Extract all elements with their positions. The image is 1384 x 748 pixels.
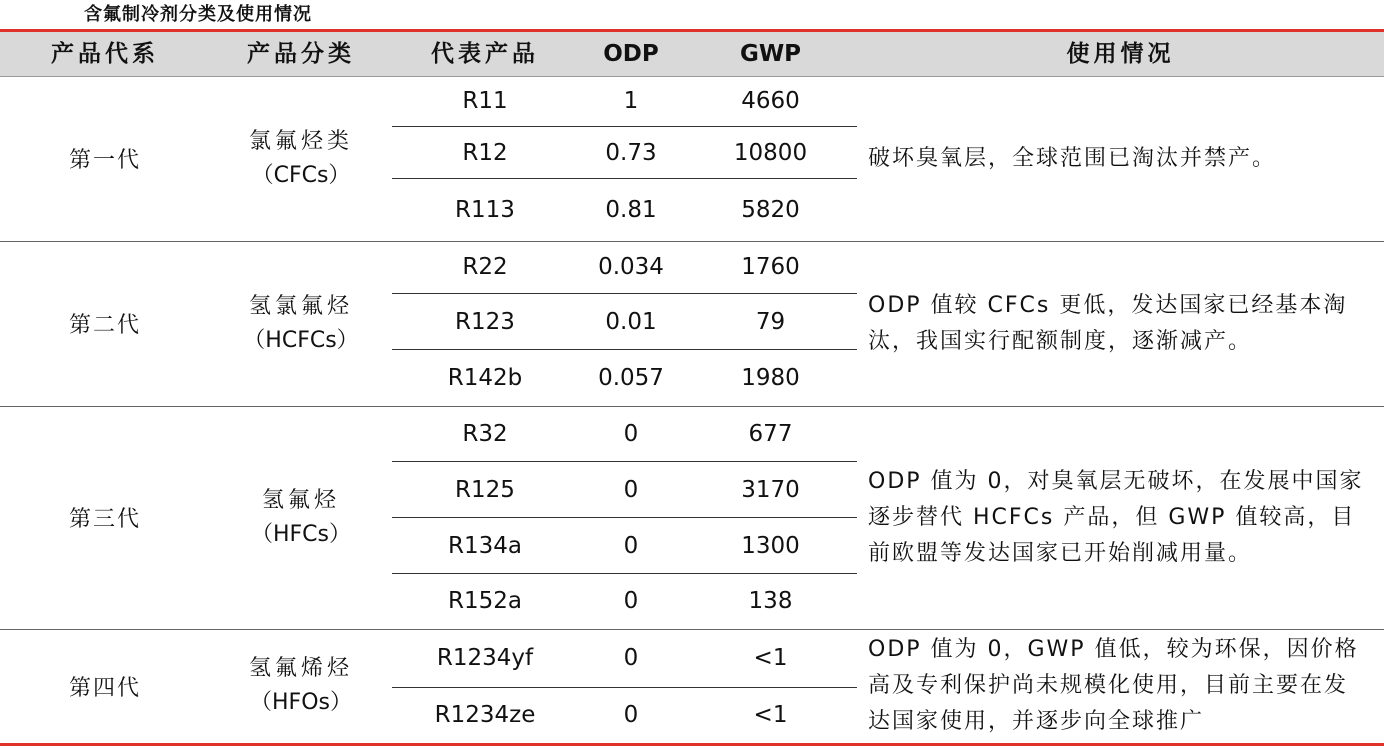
gwp-cell: 1760 — [741, 254, 800, 280]
odp-cell: 0 — [623, 588, 639, 614]
gwp-cell: <1 — [753, 645, 788, 671]
row-divider — [392, 517, 857, 518]
usage-cell: ODP 值为 0，对臭氧层无破坏，在发展中国家逐步替代 HCFCs 产品，但 GWP 值较高，目前欧盟等发达国家已开始削减用量。 — [868, 468, 1364, 566]
usage-cell: ODP 值较 CFCs 更低，发达国家已经基本淘汰，我国实行配额制度，逐渐减产。 — [868, 292, 1348, 354]
table-row — [392, 518, 857, 574]
odp-cell: 0 — [623, 477, 639, 503]
category-name: 氢氟烯烃 — [248, 656, 353, 681]
generation-cell: 第一代 — [68, 148, 141, 173]
category-cell — [210, 241, 392, 406]
odp-cell: 0.034 — [598, 254, 664, 280]
category-name: 氢氟烃 — [261, 487, 340, 513]
table-row — [392, 76, 857, 127]
odp-cell: 0.01 — [605, 309, 657, 335]
table-row — [392, 127, 857, 179]
odp-cell: 0 — [623, 645, 639, 671]
odp-cell: 0 — [623, 702, 639, 728]
header-odp: ODP — [603, 41, 659, 67]
usage-cell: 破坏臭氧层，全球范围已淘汰并禁产。 — [868, 145, 1277, 171]
header-category: 产品分类 — [247, 40, 355, 67]
gwp-cell: 677 — [748, 421, 793, 447]
gwp-cell: 79 — [755, 309, 786, 335]
gwp-cell: 138 — [748, 588, 793, 614]
header-product: 代表产品 — [431, 40, 539, 67]
product-cell: R123 — [455, 309, 515, 335]
table-row — [392, 462, 857, 518]
odp-cell: 0 — [623, 533, 639, 559]
product-cell: R1234ze — [434, 702, 536, 728]
category-name: 氢氯氟烃 — [248, 293, 353, 319]
category-abbr: （HFCs） — [250, 521, 352, 547]
table-row — [392, 179, 857, 241]
product-cell: R125 — [455, 477, 515, 503]
row-divider — [392, 461, 857, 462]
category-abbr: （HCFCs） — [243, 327, 359, 353]
table-row — [392, 688, 857, 743]
row-divider — [392, 573, 857, 574]
generation-cell: 第二代 — [68, 313, 141, 338]
category-name: 氯氟烃类 — [248, 128, 353, 154]
table-row — [392, 406, 857, 462]
gwp-cell: 3170 — [741, 477, 800, 503]
usage-cell: ODP 值为 0，GWP 值低，较为环保，因价格高及专利保护尚未规模化使用，目前主要在发达国家使用，并逐步向全球推广 — [868, 637, 1359, 734]
header-generation: 产品代系 — [51, 40, 159, 67]
product-cell: R113 — [455, 197, 515, 223]
odp-cell: 0.057 — [598, 365, 664, 391]
table-header — [0, 32, 1384, 77]
category-abbr: （CFCs） — [251, 162, 351, 188]
gwp-cell: <1 — [753, 702, 788, 728]
category-abbr: （HFOs） — [250, 690, 352, 715]
header-usage: 使用情况 — [1066, 40, 1175, 67]
odp-cell: 0 — [623, 421, 639, 447]
row-divider — [392, 687, 857, 688]
odp-cell: 0.73 — [605, 140, 657, 166]
table-caption: 含氟制冷剂分类及使用情况 — [84, 4, 312, 25]
table-row — [392, 241, 857, 294]
table-row — [392, 294, 857, 350]
table-row — [392, 350, 857, 406]
product-cell: R134a — [448, 533, 522, 559]
product-cell: R11 — [462, 88, 508, 114]
table-row — [392, 629, 857, 688]
category-cell — [210, 406, 392, 629]
category-cell — [210, 76, 392, 241]
product-cell: R1234yf — [436, 645, 534, 671]
odp-cell: 0.81 — [605, 197, 657, 223]
generation-cell: 第三代 — [68, 507, 141, 532]
gwp-cell: 5820 — [741, 197, 800, 223]
product-cell: R152a — [448, 588, 522, 614]
gwp-cell: 1300 — [741, 533, 800, 559]
table-row — [392, 574, 857, 629]
gwp-cell: 4660 — [741, 88, 800, 114]
product-cell: R32 — [462, 421, 508, 447]
product-cell: R12 — [462, 140, 508, 166]
generation-cell: 第四代 — [68, 675, 141, 701]
odp-cell: 1 — [623, 88, 639, 114]
product-cell: R142b — [447, 365, 523, 391]
category-cell — [210, 629, 392, 743]
row-divider — [392, 126, 857, 127]
gwp-cell: 1980 — [741, 365, 800, 391]
row-divider — [392, 293, 857, 294]
header-gwp: GWP — [739, 41, 802, 67]
row-divider — [392, 178, 857, 179]
table-bottom-rule — [0, 743, 1384, 746]
product-cell: R22 — [462, 254, 508, 280]
row-divider — [392, 349, 857, 350]
gwp-cell: 10800 — [733, 140, 808, 166]
